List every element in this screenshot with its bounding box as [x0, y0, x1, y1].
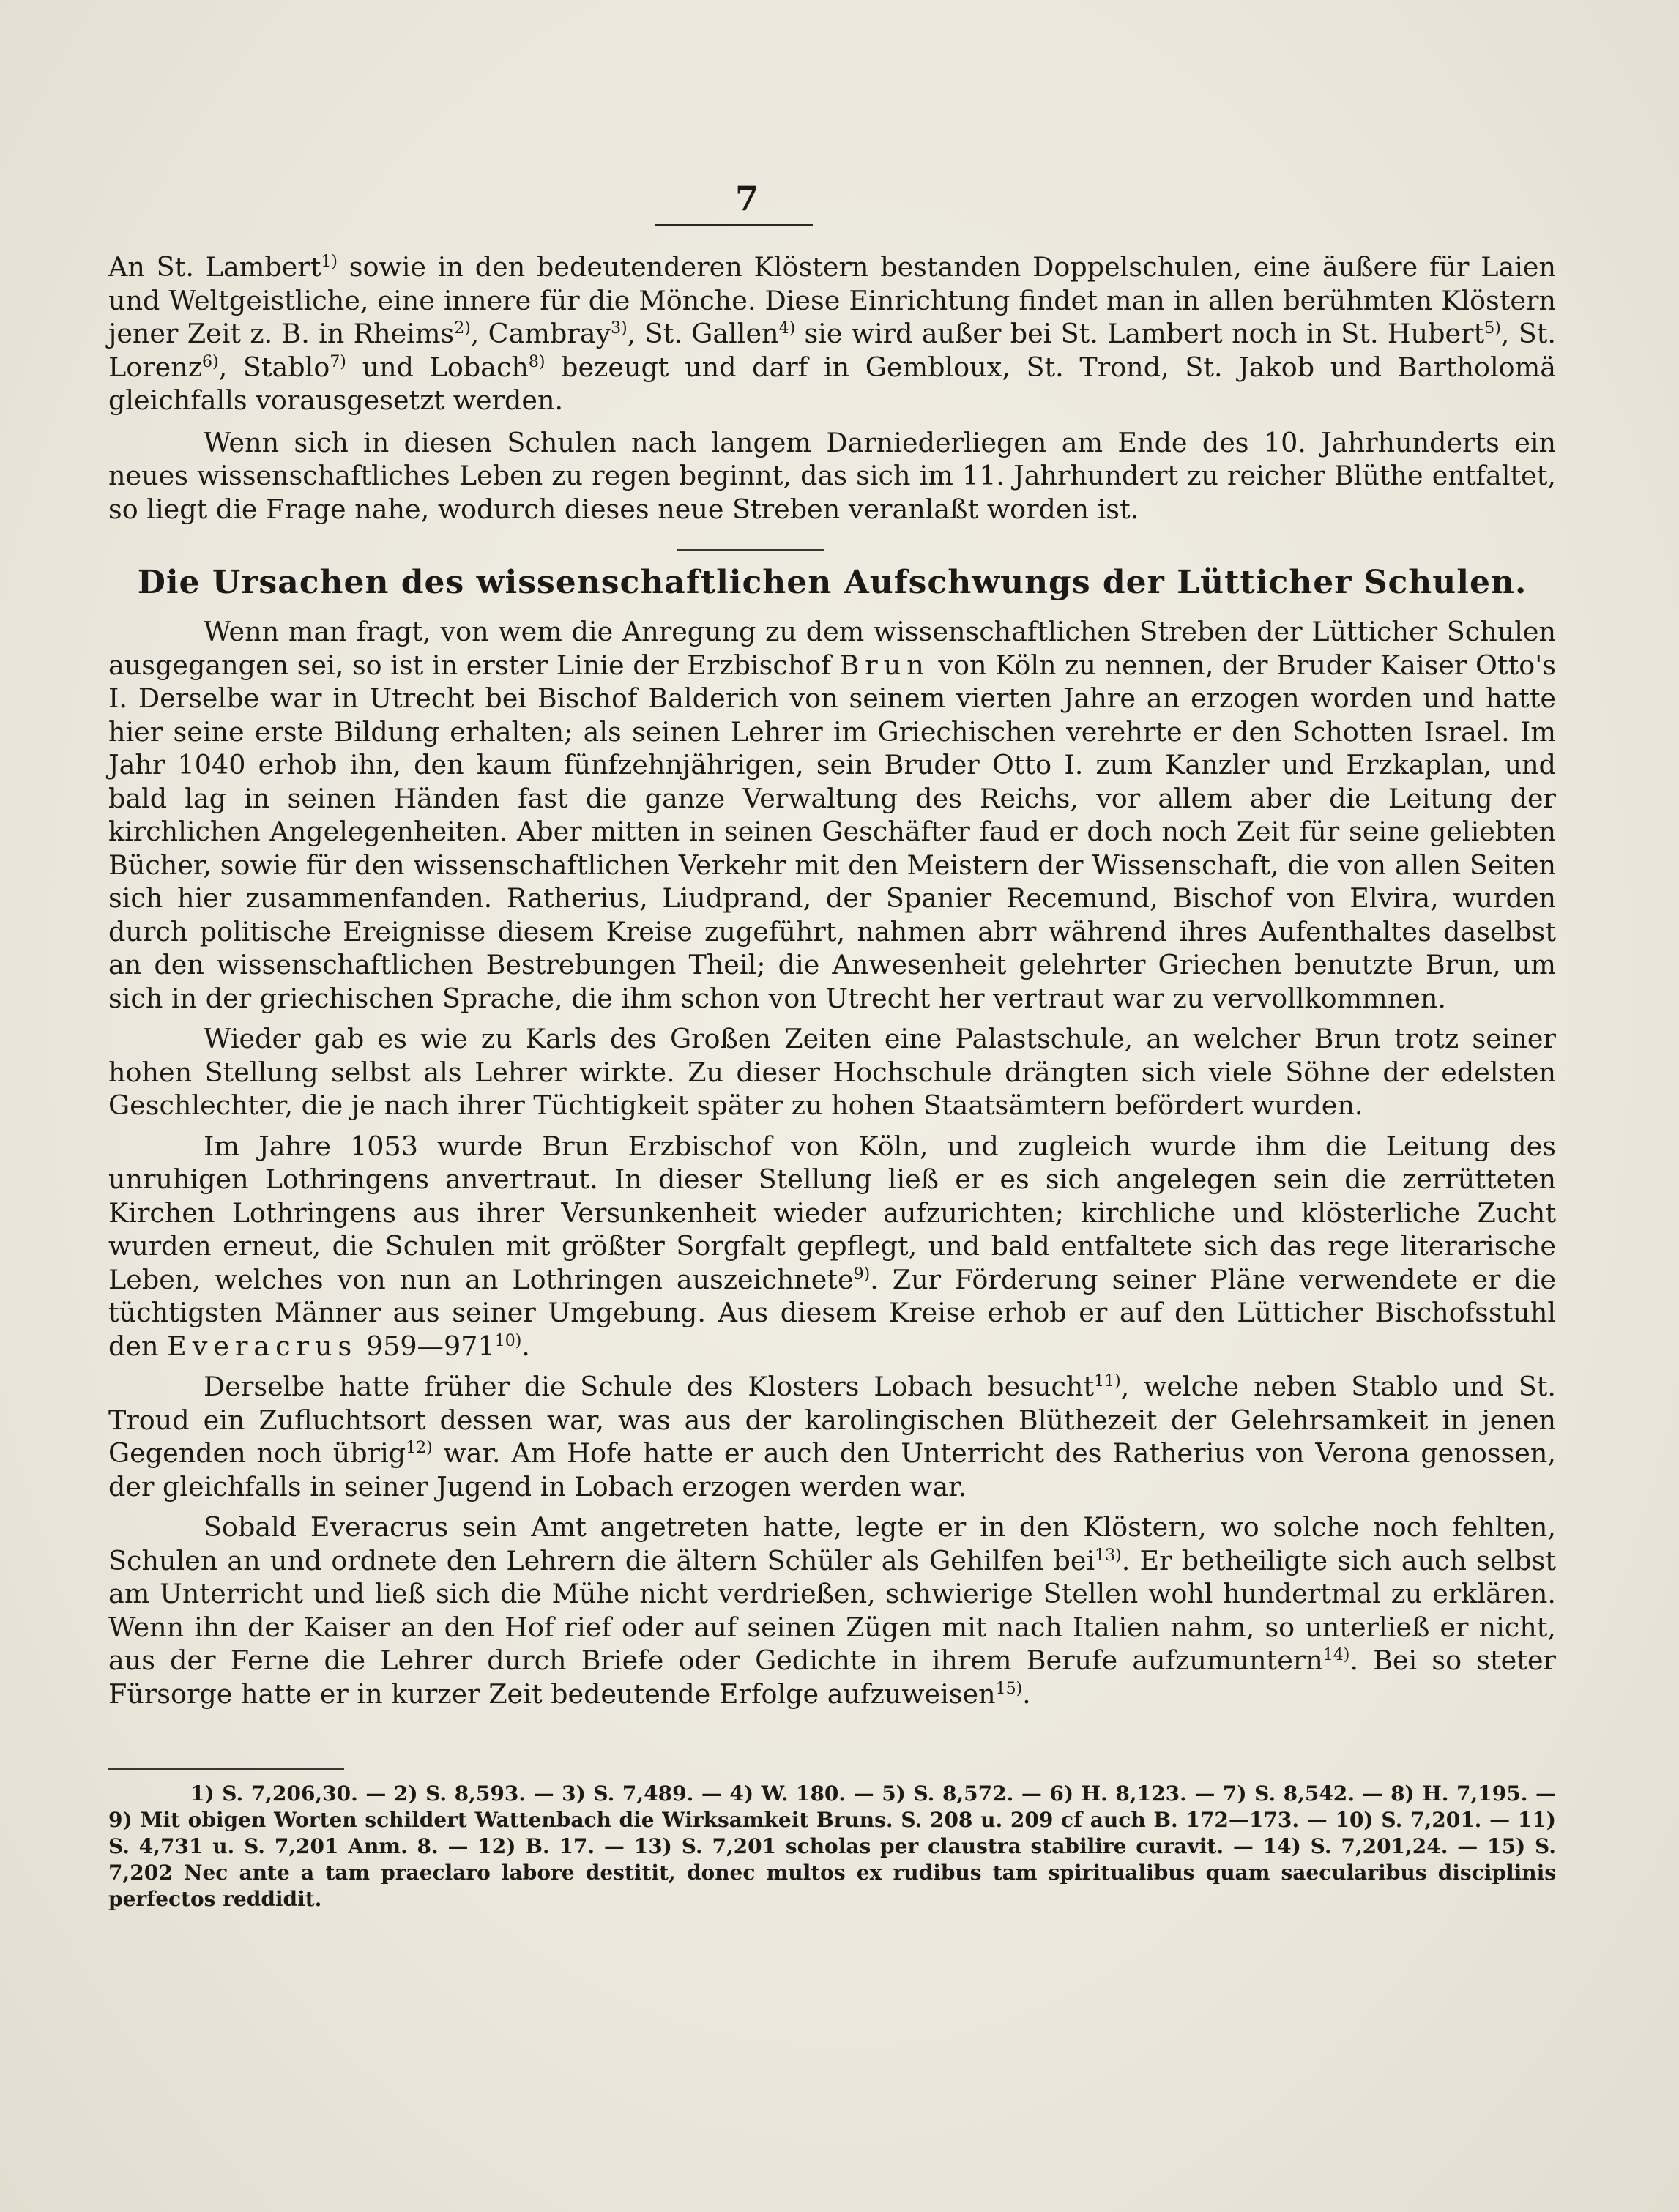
footnote-ref: 3) [611, 319, 628, 338]
section-divider [677, 549, 824, 551]
footnote-ref: 8) [528, 352, 546, 371]
section-heading: Die Ursachen des wissenschaftlichen Aufschwungs der Lütticher Schulen. [137, 564, 1527, 601]
footnote-ref: 2) [454, 319, 471, 338]
main-paragraph-1: Wenn man fragt, von wem die Anregung zu dem wissenschaftlichen Streben der Lütticher Schulen ausgegangen sei, so ist in erster Linie der Erzbischof Brun von Köln zu nennen, der Bruder Kaiser Otto's I. Derselbe war in Utrecht bei Bischof Balderich von seinem vierten Jahre an erzogen worden und hatte hier seine erste Bildung erhalten; als seinen Lehrer im Griechischen verehrte er den Schotten Israel. Im Jahr 1040 erhob ihn, den kaum fünfzehnjährigen, sein Bruder Otto I. zum Kanzler und Erzkaplan, und bald lag in seinen Händen fast die ganze Verwaltung des Reichs, vor allem aber die Leitung der kirchlichen Angelegenheiten. Aber mitten in seinen Geschäfter faud er doch noch Zeit für seine geliebten Bücher, sowie für den wissenschaftlichen Verkehr mit den Meistern der Wissenschaft, die von allen Seiten sich hier zusammenfanden. Ratherius, Liudprand, der Spanier Recemund, Bischof von Elvira, wurden durch politische Ereignisse diesem Kreise zugeführt, nahmen abrr während ihres Aufenthaltes daselbst an den wissenschaftlichen Bestrebungen Theil; die Anwesenheit gelehrter Griechen benutzte Brun, um sich in der griechischen Sprache, die ihm schon von Utrecht her vertraut war zu vervollkommnen. [108, 616, 1556, 1014]
footnotes: 1) S. 7,206,30. — 2) S. 8,593. — 3) S. 7,489. — 4) W. 180. — 5) S. 8,572. — 6) H. 8,123. — 7) S. 8,542. — 8) H. 7,195. — 9) Mit obigen Worten schildert Wattenbach die Wirksamkeit Bruns. S. 208 u. 209 cf auch B. 172—173. — 10) S. 7,201. — 11) S. 4,731 u. S. 7,201 Anm. 8. — 12) B. 17. — 13) S. 7,201 scholas per claustra stabilire curavit. — 14) S. 7,201,24. — 15) S. 7,202 Nec ante a tam praeclaro labore destitit, donec multos ex rudibus tam spiritualibus quam saecularibus disciplinis perfectos reddidit. [108, 1781, 1556, 1911]
footnote-ref: 13) [1095, 1546, 1122, 1565]
main-paragraph-3: Im Jahre 1053 wurde Brun Erzbischof von Köln, und zugleich wurde ihm die Leitung des unruhigen Lothringens anvertraut. In dieser Stellung ließ er es sich angelegen sein die zerrütteten Kirchen Lothringens aus ihrer Versunkenheit wieder aufzurichten; kirchliche und klösterliche Zucht wurden erneut, die Schulen mit größter Sorgfalt gepflegt, und bald entfaltete sich das rege literarische Leben, welches von nun an Lothringen auszeichnete$^{9)}$. Zur Förderung seiner Pläne verwendete er die tüchtigsten Männer aus seiner Umgebung. Aus diesem Kreise erhob er auf den Lütticher Bischofsstuhl den Everacrus 959—971$^{10)}$. [108, 1130, 1556, 1362]
main-paragraph-2: Wieder gab es wie zu Karls des Großen Zeiten eine Palastschule, an welcher Brun trotz seiner hohen Stellung selbst als Lehrer wirkte. Zu dieser Hochschule drängten sich viele Söhne der edelsten Geschlechter, die je nach ihrer Tüchtigkeit später zu hohen Staatsämtern befördert wurden. [108, 1023, 1556, 1121]
intro-paragraph-2: Wenn sich in diesen Schulen nach langem Darniederliegen am Ende des 10. Jahrhunderts ein neues wissenschaftliches Leben zu regen beginnt, das sich im 11. Jahrhundert zu reicher Blüthe entfaltet, so liegt die Frage nahe, wodurch dieses neue Streben veranlaßt worden ist. [108, 426, 1556, 525]
main-paragraph-5: Sobald Everacrus sein Amt angetreten hatte, legte er in den Klöstern, wo solche noch fehlten, Schulen an und ordnete den Lehrern die ältern Schüler als Gehilfen bei$^{13)}$. Er betheiligte sich auch selbst am Unterricht und ließ sich die Mühe nicht verdrießen, schwierige Stellen wohl hundertmal zu erklären. Wenn ihn der Kaiser an den Hof rief oder auf seinen Zügen mit nach Italien nahm, so unterließ er nicht, aus der Ferne die Lehrer durch Briefe oder Gedichte in ihrem Berufe aufzumuntern$^{14)}$. Bei so steter Fürsorge hatte er in kurzer Zeit bedeutende Erfolge aufzuweisen$^{15)}$. [108, 1511, 1556, 1710]
intro-section [108, 250, 1556, 526]
footnote-ref: 1) [321, 252, 338, 271]
footnote-ref: 11) [1094, 1371, 1121, 1390]
main-paragraph-4: Derselbe hatte früher die Schule des Klosters Lobach besucht$^{11)}$, welche neben Stablo und St. Troud ein Zufluchtsort dessen war, was aus der karolingischen Blüthezeit der Gelehrsamkeit in jenen Gegenden noch übrig$^{12)}$ war. Am Hofe hatte er auch den Unterricht des Ratherius von Verona genossen, der gleichfalls in seiner Jugend in Lobach erzogen werden war. [108, 1371, 1556, 1502]
footnote-ref: 5) [1484, 319, 1501, 338]
footnote-ref: 7) [330, 352, 346, 371]
footnote-rule [108, 1768, 344, 1770]
emphasized-name: Everacrus [167, 1330, 358, 1362]
main-section [108, 615, 1556, 1710]
emphasized-name: Brun [839, 649, 930, 681]
footnote-ref: 9) [853, 1265, 871, 1284]
footnote-ref: 4) [778, 319, 796, 338]
page-number: 7 [734, 179, 759, 218]
footnote-ref: 15) [995, 1679, 1023, 1698]
footnote-ref: 6) [202, 352, 219, 371]
footnote-ref: 14) [1322, 1645, 1350, 1664]
header-rule [655, 224, 813, 226]
intro-paragraph-1: An St. Lambert$^{1)}$ sowie in den bedeutenderen Klöstern bestanden Doppelschulen, eine äußere für Laien und Weltgeistliche, eine innere für die Mönche. Diese Einrichtung findet man in allen berühmten Klöstern jener Zeit z. B. in Rheims$^{2)}$, Cambray$^{3)}$, St. Gallen$^{4)}$ sie wird außer bei St. Lambert noch in St. Hubert$^{5)}$, St. Lorenz$^{6)}$, Stablo$^{7)}$ und Lobach$^{8)}$ bezeugt und darf in Gembloux, St. Trond, St. Jakob und Bartholomä gleichfalls vorausgesetzt werden. [108, 251, 1557, 416]
footnote-ref: 10) [494, 1331, 522, 1350]
footnote-ref: 12) [406, 1438, 433, 1457]
